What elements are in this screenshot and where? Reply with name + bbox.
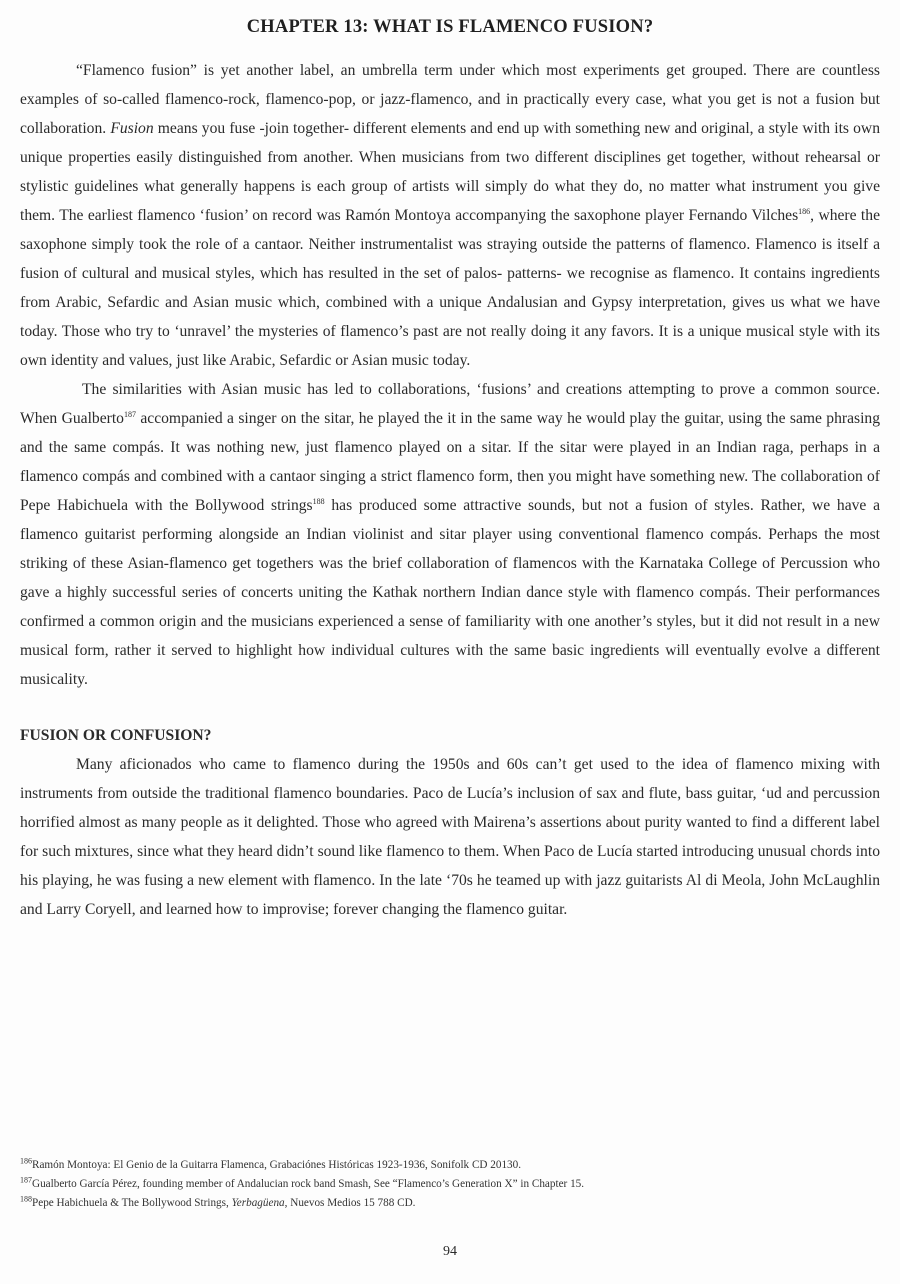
page-number: 94 (443, 1244, 457, 1259)
footnote-marker: 188 (20, 1194, 32, 1204)
book-page (20, 10, 880, 1274)
footnote-187 (20, 1175, 880, 1194)
footnotes (20, 1156, 880, 1213)
footnote-reference[interactable]: 186 (798, 206, 811, 216)
section-heading: FUSION OR CONFUSION? (20, 727, 212, 744)
paragraph-text: has produced some attractive sounds, but not a fusion of styles. Rather, we have a flamenco guitarist performing alongside an Indian violinist and sitar player using conventional flamenco compás. Perhaps the most striking of these Asian-flamenco get togethers was the brief collaboration of flamencos with the Karnataka College of Percussion who gave a highly successful series of concerts uniting the Kathak northern Indian dance style with flamenco compás. Their performances confirmed a common origin and the musicians experienced a sense of familiarity with one another’s styles, but it did not result in a new musical form, rather it served to highlight how individual cultures with the same basic ingredients will eventually evolve a different musicality. (20, 497, 880, 688)
footnote-album-title: Yerbagüena (231, 1197, 285, 1209)
emphasized-word: Fusion (110, 120, 154, 137)
footnote-marker: 187 (20, 1175, 32, 1185)
body-paragraph-3: Many aficionados who came to flamenco during the 1950s and 60s can’t get used to the idea of flamenco mixing with instruments from outside the traditional flamenco boundaries. Paco de Lucía’s inclusion of sax and flute, bass guitar, ‘ud and percussion horrified almost as many people as it delighted. Those who agreed with Mairena’s assertions about purity wanted to find a different label for such mixtures, since what they heard didn’t sound like flamenco to them. When Paco de Lucía started introducing unusual chords into his playing, he was fusing a new element with flamenco. In the late ‘70s he teamed up with jazz guitarists Al di Meola, John McLaughlin and Larry Coryell, and learned how to improvise; forever changing the flamenco guitar. (20, 756, 880, 918)
footnote-text: Ramón Montoya: El Genio de la Guitarra Flamenca, Grabaciónes Históricas 1923-1936, Sonifolk CD 20130. (32, 1159, 522, 1171)
footnote-188 (20, 1194, 880, 1213)
chapter-title: CHAPTER 13: WHAT IS FLAMENCO FUSION? (246, 17, 654, 37)
footnote-marker: 186 (20, 1156, 32, 1166)
paragraph-text: The similarities with Asian music has led to collaborations, ‘fusions’ and creations attempting to prove a common source. When Gualberto (20, 381, 880, 427)
footnote-reference[interactable]: 187 (123, 409, 136, 419)
footnote-text: , Nuevos Medios 15 788 CD. (284, 1197, 416, 1209)
paragraph-text: , where the saxophone simply took the role of a cantaor. Neither instrumentalist was straying outside the patterns of flamenco. Flamenco is itself a fusion of cultural and musical styles, which has resulted in the set of palos- patterns- we recognise as flamenco. It contains ingredients from Arabic, Sefardic and Asian music which, combined with a unique Andalusian and Gypsy interpretation, gives us what we have today. Those who try to ‘unravel’ the mysteries of flamenco’s past are not really doing it any favors. It is a unique musical style with its own identity and values, just like Arabic, Sefardic or Asian music today. (20, 207, 880, 369)
body-paragraph-1 (20, 56, 880, 375)
footnote-text: Pepe Habichuela & The Bollywood Strings, (32, 1197, 232, 1209)
paragraph-text: “Flamenco fusion” is yet another label, an umbrella term under which most experiments get grouped. There are countless examples of so-called flamenco-rock, flamenco-pop, or jazz-flamenco, and in practically every case, what you get is not a fusion but collaboration. (20, 62, 880, 137)
paragraph-text: accompanied a singer on the sitar, he played the it in the same way he would play the guitar, using the same phrasing and the same compás. It was nothing new, just flamenco played on a sitar. If the sitar were played in an Indian raga, perhaps in a flamenco compás and combined with a cantaor singing a strict flamenco form, then you might have something new. The collaboration of Pepe Habichuela with the Bollywood strings (20, 410, 881, 514)
paragraph-text: means you fuse -join together- different elements and end up with something new and original, a style with its own unique properties easily distinguished from another. When musicians from two different disciplines get together, without rehearsal or stylistic guidelines what generally happens is each group of artists will simply do what they do, no matter what instrument you give them. The earliest flamenco ‘fusion’ on record was Ramón Montoya accompanying the saxophone player Fernando Vilches (20, 120, 880, 224)
footnote-text: Gualberto García Pérez, founding member of Andalucian rock band Smash, See “Flamenco’s Generation X” in Chapter 15. (32, 1178, 585, 1190)
footnote-186 (20, 1156, 880, 1175)
footnote-reference[interactable]: 188 (312, 496, 325, 506)
body-paragraph-2 (20, 375, 880, 694)
